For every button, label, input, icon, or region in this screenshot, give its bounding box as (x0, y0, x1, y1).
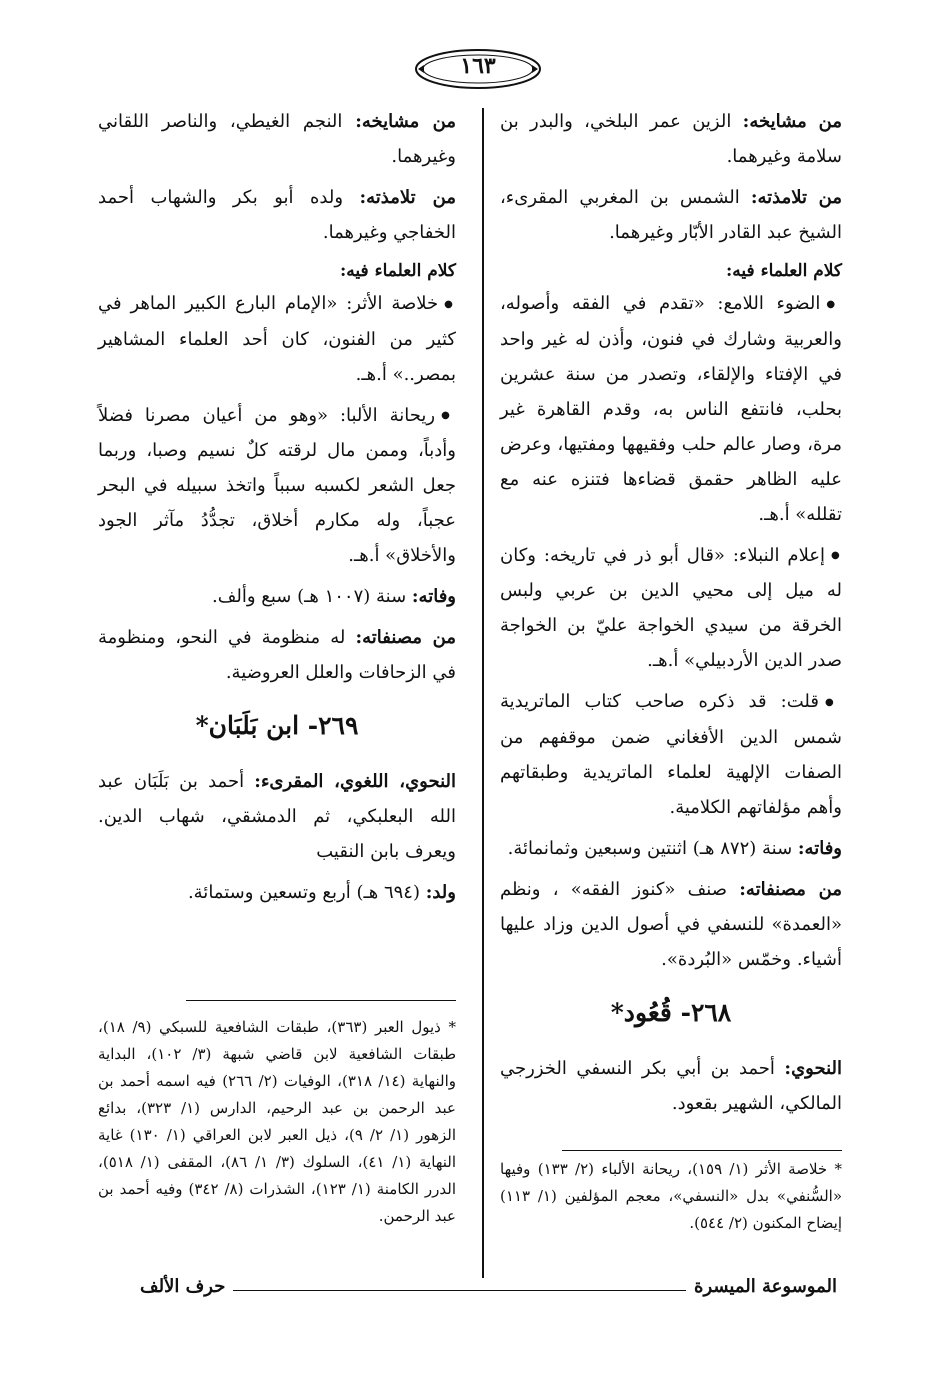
teachers-paragraph (500, 104, 842, 174)
entry-269-birth (98, 875, 456, 910)
students-paragraph (98, 180, 456, 250)
works-paragraph (500, 872, 842, 977)
footer-section-title: حرف الألف (132, 1276, 233, 1297)
birth-text: (٦٩٤ هـ) أربع وتسعين وستمائة. (187, 882, 426, 903)
entry-title-269: ٢٦٩- ابن بَلَبَان* (195, 711, 359, 740)
quote-rayhanat-alba: ● ريحانة الألبا: «وهو من أعيان مصرنا فضلاً وأدباً، وممن مال لرقته كلٌ نسيم وصبا، وربما جعل الشعر لكسبه سبباً واتخذ سبيله في البحر عجباً، وله مكارم أخلاق، تجدُّدُ مآثر الجود والأخلاق» أ.هـ. (98, 398, 456, 574)
works-paragraph (98, 620, 456, 690)
students-label: من تلامذته: (359, 187, 456, 208)
left-column (98, 104, 456, 916)
column-divider (482, 108, 484, 1278)
entry-268-intro (500, 1051, 842, 1121)
quote-author-note: ● قلت: قد ذكره صاحب كتاب الماتريدية شمس الدين الأفغاني ضمن موقفهم من الصفات الإلهية لعلماء الماتريدية وطبقاتهم وأهم مؤلفاتهم الكلامية. (500, 684, 842, 825)
entry-269-intro (98, 764, 456, 869)
scholars-heading: كلام العلماء فيه: (726, 261, 842, 281)
death-paragraph (98, 579, 456, 614)
works-text: صنف «كنوز الفقه» ، ونظم «العمدة» للنسفي في أصول الدين وزاد عليها أشياء. وخمّس «البُردة». (500, 878, 842, 970)
death-text: سنة (٨٧٢ هـ) اثنتين وسبعين وثمانمائة. (507, 837, 798, 859)
left-footnote: * ذيول العبر (٣٦٣)، طبقات الشافعية للسبكي (٩/ ١٨)، طبقات الشافعية لابن قاضي شبهة (٣/ ١٠٢)، البداية والنهاية (١٤/ ٣١٨)، الوفيات (٢/ ٢٦٦) فيه اسمه أحمد بن عبد الرحمن بن عبد الرحيم، الدارس (١/ ٣٢٣)، بدائع الزهور (١/ ٢/ ٩)، ذيل العبر لابن العراقي (١/ ١٣٠) غاية النهاية (١/ ٤١)، السلوك (٣/ ١/ ٨٦)، المقفى (١/ ٥١٨)، الدرر الكامنة (١/ ١٢٣)، الشذرات (٨/ ٣٤٢) وفيه أحمد بن عبد الرحمن. (98, 1018, 457, 1225)
students-text: ولده أبو بكر والشهاب أحمد الخفاجي وغيرهما. (98, 187, 456, 243)
teachers-label: من مشايخه: (355, 111, 457, 132)
teachers-paragraph (98, 104, 456, 174)
left-footnote-rule (186, 1000, 456, 1001)
right-column (500, 104, 842, 1127)
death-label: وفاته: (797, 837, 842, 859)
page-number: ١٦٣ (460, 53, 496, 79)
teachers-text: النجم الغيطي، والناصر اللقاني وغيرهما. (98, 111, 456, 167)
right-footnote: * خلاصة الأثر (١/ ١٥٩)، ريحانة الألباء (٢/ ١٣٣) وفيها «السُّنفي» بدل «النسفي»، معجم المؤلفين (١/ ١١٣) إيضاح المكنون (٢/ ٥٤٤). (500, 1160, 842, 1232)
quote-khulasat-athar: ● خلاصة الأثر: «الإمام البارع الكبير الماهر في كثير من الفنون، كان أحد العلماء المشاهير بمصر..» أ.هـ. (98, 286, 456, 392)
works-label: من مصنفاته: (739, 878, 843, 900)
students-label: من تلامذته: (750, 187, 842, 208)
page-number-ornament (412, 46, 544, 92)
scholars-heading: كلام العلماء فيه: (340, 261, 456, 281)
death-text: سنة (١٠٠٧ هـ) سبع وألف. (212, 586, 412, 607)
birth-label: ولد: (425, 882, 456, 903)
death-label: وفاته: (411, 586, 456, 607)
quote-daw-lami: ● الضوء اللامع: «تقدم في الفقه وأصوله، والعربية وشارك في فنون، وأذن له غير واحد في الإفتاء والإلقاء، وتصدر من سنة عشرين بحلب، فانتفع الناس به، وقدم القاهرة غير مرة، وصار عالم حلب وفقيهها ومفتيها، وعرض عليه الظاهر حقمق قضاءها فتنزه عنه مع تقلله» أ.هـ. (500, 286, 842, 532)
entry-title-268: ٢٦٨- قُعُود* (610, 997, 732, 1027)
quote-ilam-nubala: ● إعلام النبلاء: «قال أبو ذر في تاريخه: وكان له ميل إلى محيي الدين بن عربي ولبس الخرقة من سيدي الخواجة عليّ بن الخواجة صدر الدين الأردبيلي» أ.هـ. (500, 538, 842, 679)
death-paragraph (500, 831, 842, 866)
works-label: من مصنفاته: (355, 627, 457, 648)
students-text: الشمس بن المغربي المقرىء، الشيخ عبد القادر الأبّار وغيرهما. (500, 187, 842, 243)
entry-268-label: النحوي: (784, 1057, 842, 1079)
entry-269-label: النحوي، اللغوي، المقرىء: (254, 771, 457, 792)
students-paragraph (500, 180, 842, 250)
right-footnote-rule (562, 1150, 842, 1151)
teachers-text: الزين عمر البلخي، والبدر بن سلامة وغيرهما. (500, 111, 842, 167)
works-text: له منظومة في النحو، ومنظومة في الزحافات والعلل العروضية. (98, 627, 456, 683)
teachers-label: من مشايخه: (742, 111, 843, 132)
entry-268-text: أحمد بن أبي بكر النسفي الخزرجي المالكي، الشهير بقعود. (500, 1057, 842, 1114)
footer-book-title: الموسوعة الميسرة (686, 1276, 845, 1297)
entry-269-text: أحمد بن بَلَبَان عبد الله البعلبكي، ثم الدمشقي، شهاب الدين. ويعرف بابن النقيب (98, 771, 456, 862)
